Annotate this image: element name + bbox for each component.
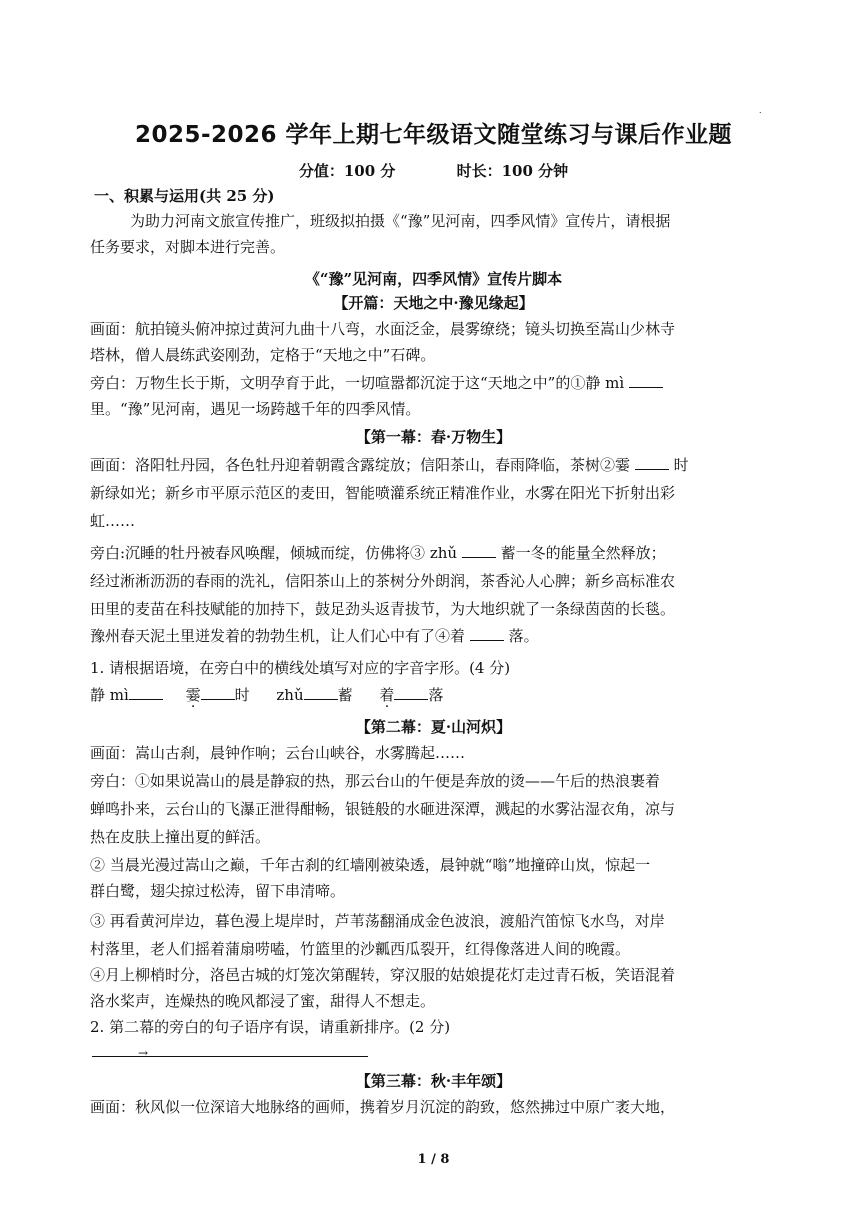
act2-narration-1b: 蝉鸣扑来，云台山的飞瀑正泄得酣畅，银链般的水砸进深潭，溅起的水雾沾湿衣角，凉与: [90, 800, 676, 818]
answer-blank[interactable]: [462, 545, 496, 558]
act2-heading: 【第二幕：夏·山河炽】: [355, 718, 512, 736]
act2-scene: 画面：嵩山古刹，晨钟作响；云台山峡谷，水雾腾起……: [90, 744, 466, 762]
act2-narration-4b: 洛水桨声，连燥热的晚风都浸了蜜，甜得人不想走。: [90, 992, 436, 1010]
answer-line[interactable]: [92, 1056, 368, 1057]
q1-item-4-end: 落: [428, 686, 444, 704]
act2-narration-2a: ② 当晨光漫过嵩山之巅，千年古刹的红墙刚被染透，晨钟就“嗡”地撞碎山岚，惊起一: [90, 856, 651, 874]
answer-blank[interactable]: [304, 687, 338, 700]
act1-scene-2: 新绿如光；新乡市平原示范区的麦田，智能喷灌系统正精准作业，水雾在阳光下折射出彩: [90, 484, 676, 502]
act1-narration-text: 旁白:沉睡的牡丹被春风唤醒，倾城而绽，仿佛将③ zhǔ: [90, 544, 458, 562]
intro-line-1: 为助力河南文旅宣传推广，班级拟拍摄《“豫”见河南，四季风情》宣传片，请根据: [130, 212, 671, 230]
act1-narration-4-text: 豫州春天泥土里迸发着的勃勃生机，让人们心中有了④着: [90, 627, 466, 645]
opening-narration-1: [90, 374, 790, 394]
question-1: 1. 请根据语境，在旁白中的横线处填写对应的字音字形。(4 分): [90, 659, 511, 677]
question-2: 2. 第二幕的旁白的句子语序有误，请重新排序。(2 分): [90, 1018, 451, 1036]
section-heading: 一、积累与运用(共 25 分): [94, 187, 275, 205]
q1-item-2-end: 时: [234, 686, 250, 704]
answer-blank[interactable]: [629, 375, 663, 388]
q1-item-4: 着: [379, 686, 395, 704]
act1-narration-4-end: 落。: [508, 627, 539, 645]
act3-scene-1: 画面：秋风似一位深谙大地脉络的画师，携着岁月沉淀的韵致，悠然拂过中原广袤大地，: [90, 1098, 676, 1116]
act2-narration-3b: 村落里，老人们摇着蒲扇唠嗑，竹篮里的沙瓤西瓜裂开，红得像落进人间的晚霞。: [90, 940, 631, 958]
score-label: 分值：100 分: [298, 162, 396, 180]
answer-blank[interactable]: [635, 457, 669, 470]
q1-item-2: 霎: [185, 686, 201, 704]
act1-scene-1: [90, 456, 790, 476]
act2-narration-2b: 群白鹭，翅尖掠过松涛，留下串清啼。: [90, 882, 346, 900]
q1-item-3-end: 蓄: [337, 686, 353, 704]
page-number: 1 / 8: [417, 1152, 450, 1167]
page-title: 2025-2026 学年上期七年级语文随堂练习与课后作业题: [134, 122, 733, 148]
answer-blank[interactable]: [201, 687, 235, 700]
act1-narration-1: [90, 544, 790, 564]
duration-label: 时长：100 分钟: [456, 162, 569, 180]
act1-narration-3: 田里的麦苗在科技赋能的加持下，鼓足劲头返青拔节，为大地织就了一条绿茵茵的长毯。: [90, 600, 676, 618]
scan-mark: ˙: [758, 112, 763, 122]
act1-narration-2: 经过淅淅沥沥的春雨的洗礼，信阳茶山上的茶树分外朗润，茶香沁人心脾；新乡高标准农: [90, 572, 676, 590]
answer-blank[interactable]: [129, 687, 163, 700]
opening-narration-text: 旁白：万物生长于斯，文明孕育于此，一切喧嚣都沉淀于这“天地之中”的①静 mì: [90, 374, 625, 392]
act1-narration-4: [90, 627, 790, 647]
q1-item-3: zhǔ: [276, 686, 304, 704]
intro-line-2: 任务要求，对脚本进行完善。: [90, 238, 286, 256]
act2-narration-3a: ③ 再看黄河岸边，暮色漫上堤岸时，芦苇荡翻涌成金色波浪，渡船汽笛惊飞水鸟，对岸: [90, 912, 665, 930]
act2-narration-4a: ④月上柳梢时分，洛邑古城的灯笼次第醒转，穿汉服的姑娘提花灯走过青石板，笑语混着: [90, 966, 676, 984]
act1-heading: 【第一幕：春·万物生】: [355, 428, 512, 446]
act2-narration-1a: 旁白：①如果说嵩山的晨是静寂的热，那云台山的午便是奔放的烫——午后的热浪裹着: [90, 772, 661, 790]
act1-scene-3: 虹……: [90, 512, 136, 530]
answer-blank[interactable]: [394, 687, 428, 700]
question-1-answers: [90, 686, 790, 706]
act2-narration-1c: 热在皮肤上撞出夏的鲜活。: [90, 828, 271, 846]
opening-scene-2: 塔林，僧人晨练武姿刚劲，定格于“天地之中”石碑。: [90, 346, 436, 364]
act3-heading: 【第三幕：秋·丰年颂】: [355, 1072, 512, 1090]
exam-meta: [0, 160, 867, 181]
q1-item-1: 静 mì: [90, 686, 129, 704]
opening-scene-1: 画面：航拍镜头俯冲掠过黄河九曲十八弯，水面泛金，晨雾缭绕；镜头切换至嵩山少林寺: [90, 320, 676, 338]
act1-scene-text: 画面：洛阳牡丹园，各色牡丹迎着朝霞含露绽放；信阳茶山，春雨降临，茶树②霎: [90, 456, 631, 474]
script-title: 《“豫”见河南，四季风情》宣传片脚本: [304, 270, 563, 288]
act1-scene-end: 时: [673, 456, 689, 474]
opening-heading: 【开篇：天地之中·豫见缘起】: [333, 294, 534, 312]
act1-narration-end: 蓄一冬的能量全然释放；: [500, 544, 666, 562]
arrow-icon: →: [138, 1046, 149, 1060]
answer-blank[interactable]: [470, 628, 504, 641]
opening-narration-2: 里。“豫”见河南，遇见一场跨越千年的四季风情。: [90, 400, 421, 418]
